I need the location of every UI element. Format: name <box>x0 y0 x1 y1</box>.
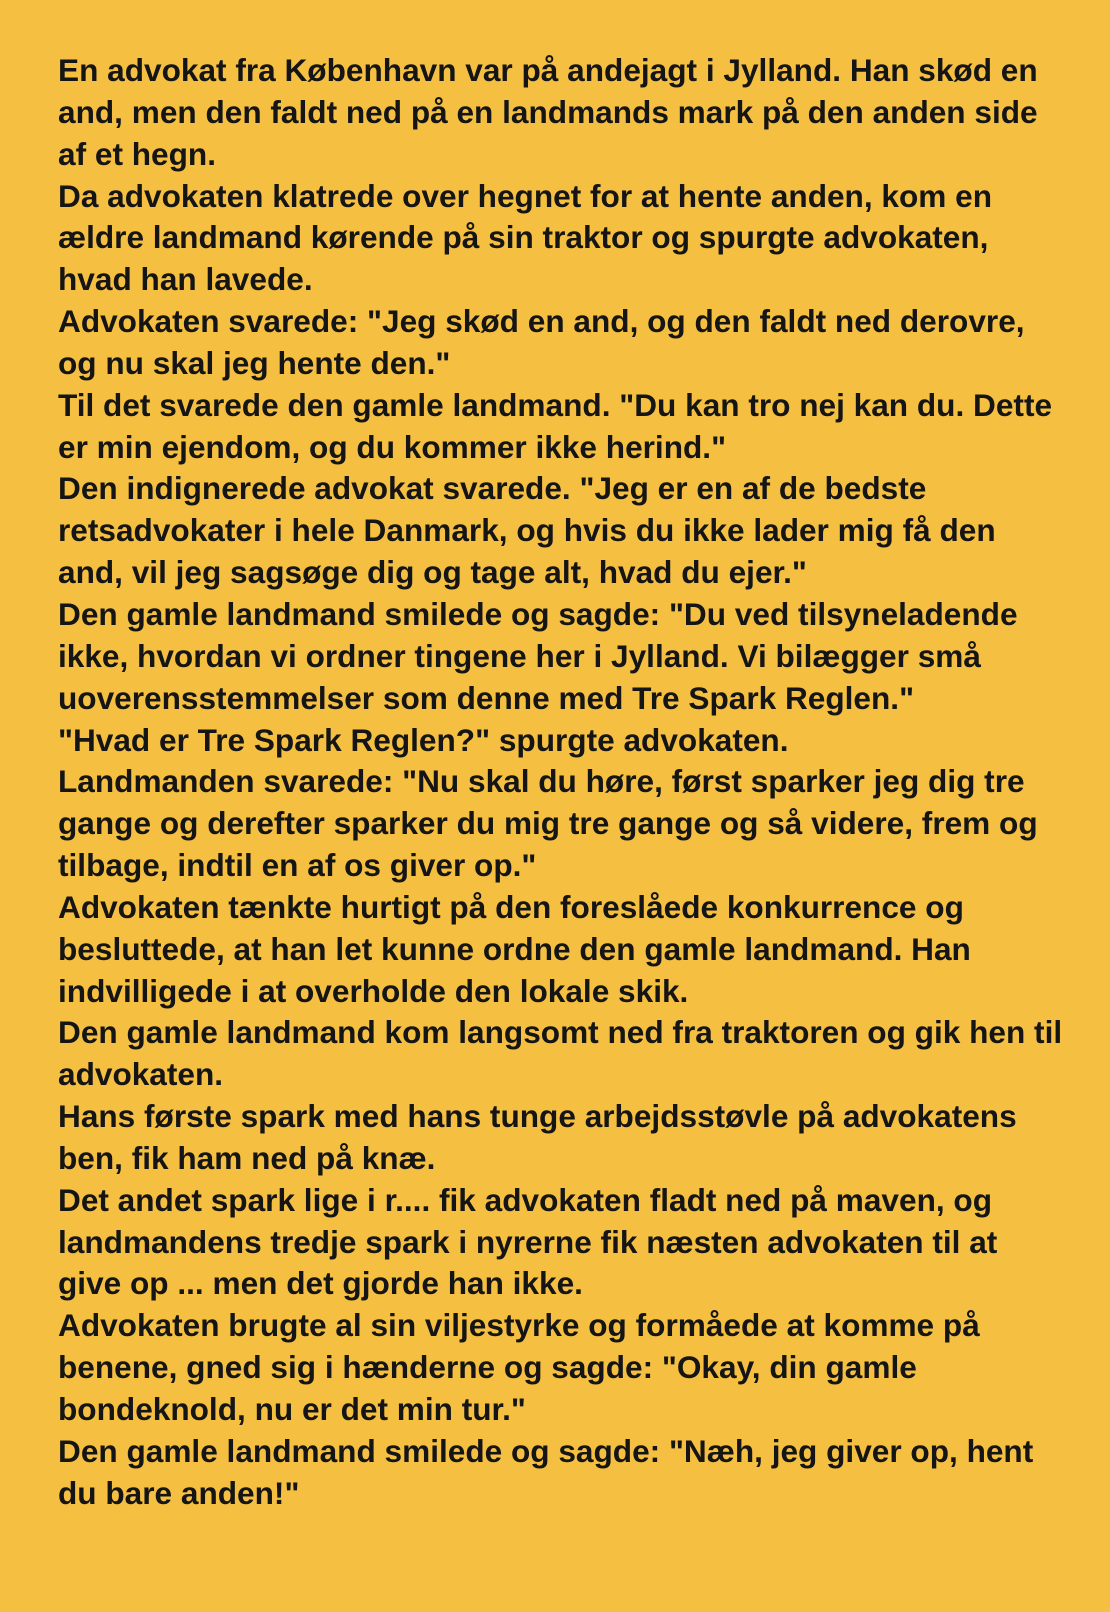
story-paragraph: Den gamle landmand smilede og sagde: "Næh, jeg giver op, hent du bare anden!" <box>58 1432 1034 1511</box>
story-paragraph: En advokat fra København var på andejagt i Jylland. Han skød en and, men den faldt ned på en landmands mark på den anden side af et hegn. <box>58 52 1038 172</box>
story-paragraph: Det andet spark lige i r.... fik advokaten fladt ned på maven, og landmandens tredje spark i nyrerne fik næsten advokaten til at give op ... men det gjorde han ikke. <box>58 1181 998 1302</box>
story-text <box>58 50 1068 1515</box>
story-paragraph: "Hvad er Tre Spark Reglen?" spurgte advokaten. <box>58 721 789 758</box>
story-paragraph: Advokaten brugte al sin viljestyrke og formåede at komme på benene, gned sig i hænderne og sagde: "Okay, din gamle bondeknold, nu er det min tur." <box>58 1307 980 1427</box>
story-paragraph: Advokaten svarede: "Jeg skød en and, og den faldt ned derovre, og nu skal jeg hente den." <box>58 303 1025 381</box>
story-paragraph: Den gamle landmand kom langsomt ned fra traktoren og gik hen til advokaten. <box>58 1014 1063 1093</box>
story-paragraph: Da advokaten klatrede over hegnet for at hente anden, kom en ældre landmand kørende på sin traktor og spurgte advokaten, hvad han lavede. <box>58 177 993 298</box>
story-paragraph: Landmanden svarede: "Nu skal du høre, først sparker jeg dig tre gange og derefter sparker du mig tre gange og så videre, frem og tilbage, indtil en af os giver op." <box>58 763 1038 884</box>
story-paragraph: Hans første spark med hans tunge arbejdsstøvle på advokatens ben, fik ham ned på knæ. <box>58 1098 1017 1176</box>
story-paragraph: Den indignerede advokat svarede. "Jeg er en af de bedste retsadvokater i hele Danmark, og hvis du ikke lader mig få den and, vil jeg sagsøge dig og tage alt, hvad du ejer." <box>58 470 996 591</box>
story-paragraph: Til det svarede den gamle landmand. "Du kan tro nej kan du. Dette er min ejendom, og du kommer ikke herind." <box>58 386 1053 465</box>
story-paragraph: Advokaten tænkte hurtigt på den foreslåede konkurrence og besluttede, at han let kunne ordne den gamle landmand. Han indvilligede i at overholde den lokale skik. <box>58 888 971 1009</box>
story-paragraph: Den gamle landmand smilede og sagde: "Du ved tilsyneladende ikke, hvordan vi ordner tingene her i Jylland. Vi bilægger små uoverensstemmelser som denne med Tre Spark Reglen." <box>58 595 1018 716</box>
